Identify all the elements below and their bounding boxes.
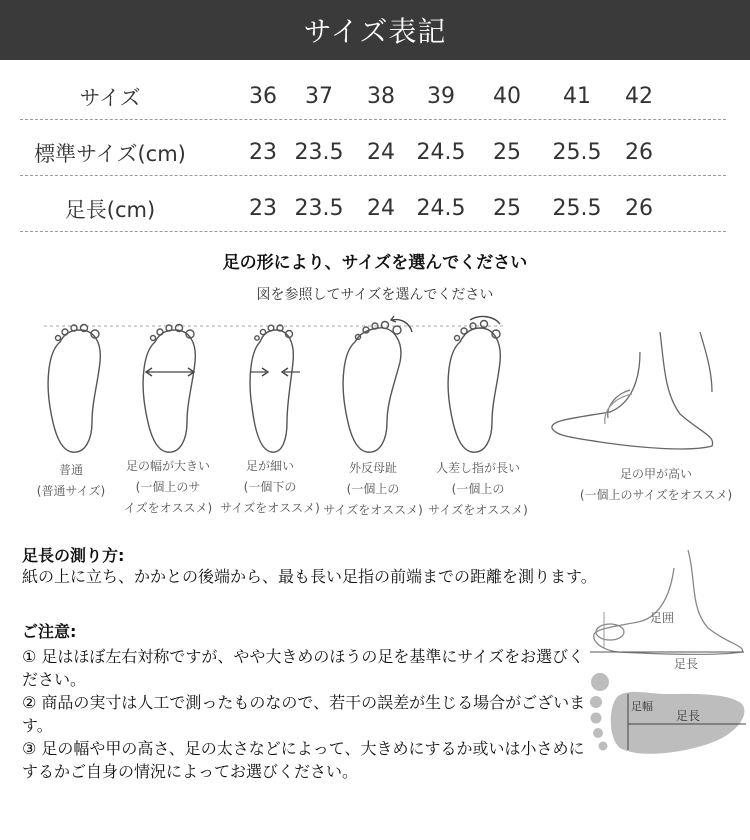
table-cell: 23.5 [294,196,344,221]
table-cell: 24.5 [416,140,466,165]
page-title: サイズ表記 [303,15,447,48]
girth-label: 足囲 [650,611,675,625]
note-item: ③ 足の幅や甲の高さ、足の太さなどによって、大きめにするか或いは小さめにするかご自身の情況によってお選びください。 [22,739,585,781]
table-cell: 26 [625,196,653,221]
table-row-size [20,64,726,120]
table-row-foot-length [20,176,726,232]
footprint-length-label: 足長 [676,709,701,723]
length-label: 足長 [674,657,699,671]
table-cell: 25.5 [552,196,602,221]
table-cell: 25.5 [552,140,602,165]
table-cell: 23 [249,140,277,165]
footprint-icon [590,673,744,754]
table-cell: 24 [367,196,395,221]
table-cell: 39 [427,84,455,109]
measurement-diagram-svg [578,548,750,758]
table-cell: 24.5 [416,196,466,221]
table-cell: 42 [625,84,653,109]
table-cell: 23.5 [294,140,344,165]
table-cell: 41 [563,84,591,109]
row-label: サイズ [79,86,141,110]
size-table [20,64,726,232]
table-cell: 24 [367,140,395,165]
foot-type-normal-caption: 普通 (普通サイズ) [36,463,106,498]
table-cell: 38 [367,84,395,109]
long-second-toe-foot-icon [448,317,500,453]
measurement-diagram [578,548,750,758]
bunion-foot-icon [343,316,412,452]
table-cell: 40 [493,84,521,109]
table-cell: 25 [493,196,521,221]
normal-foot-icon [48,325,100,453]
note-item: ① 足はほぼ左右対称ですが、やや大きめのほうの足を基準にサイズをお選びください。 [22,647,585,689]
foot-type-high-instep-caption: 足の甲が高い (一個上のサイズをオススメ) [579,467,733,502]
foot-illustration-svg [0,312,750,462]
high-instep-foot-icon [552,332,713,449]
foot-type-wide-caption: 足の幅が大きい (一個上のサ イズをオススメ) [123,459,213,515]
table-cell: 37 [305,84,333,109]
table-row-standard-size [20,120,726,176]
foot-type-narrow-caption: 足が細い (一個下の サイズをオススメ) [220,459,320,515]
narrow-foot-icon [250,325,300,452]
foot-shape-title: 足の形により、サイズを選んでください [222,253,528,273]
measure-body: 紙の上に立ち、かかとの後端から、最も長い足指の前端までの距離を測ります。 [22,567,597,586]
width-label: 足幅 [631,700,653,713]
foot-side-view-icon [594,550,743,654]
table-cell: 23 [249,196,277,221]
foot-type-bunion-caption: 外反母趾 (一個上の サイズをオススメ) [323,461,423,517]
foot-shape-subtitle: 図を参照してサイズを選んでください [256,287,494,303]
measure-heading: 足長の測り方: [22,546,125,565]
row-label: 足長(cm) [64,198,156,222]
notes-heading: ご注意: [22,622,77,641]
row-label: 標準サイズ(cm) [34,142,186,166]
table-cell: 36 [249,84,277,109]
notes-section [22,620,592,783]
foot-type-long-toe-caption: 人差し指が長い (一個上の サイズをオススメ) [428,461,528,517]
note-item: ② 商品の実寸は人工で測ったものなので、若干の誤差が生じる場合がございます。 [22,693,586,735]
wide-foot-icon [143,325,195,453]
page-header [0,0,750,60]
table-cell: 26 [625,140,653,165]
foot-shape-illustrations [0,312,750,522]
table-cell: 25 [493,140,521,165]
